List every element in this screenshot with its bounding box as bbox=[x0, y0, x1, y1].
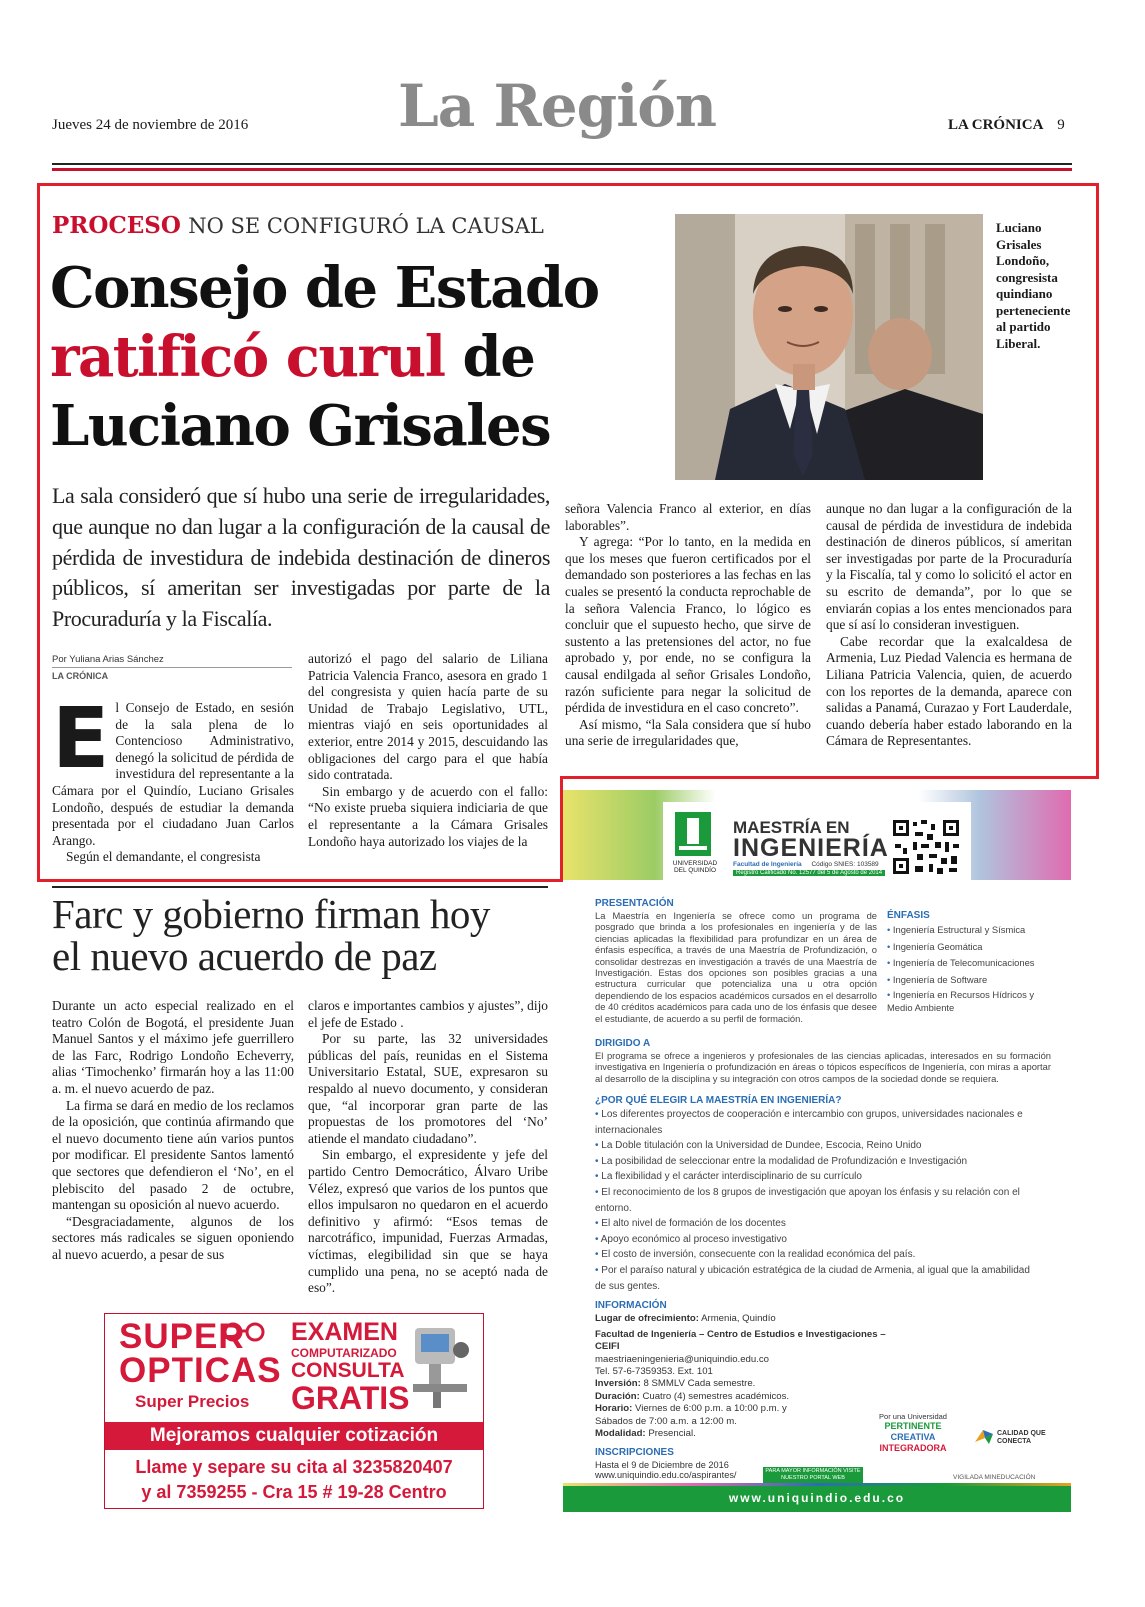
photo-luciano-grisales bbox=[675, 214, 983, 480]
uq-enfasis-item: • Ingeniería Geomática bbox=[887, 939, 1049, 956]
main-col-4 bbox=[826, 501, 1072, 750]
headline-line-2 bbox=[50, 323, 670, 392]
qr-code-icon bbox=[891, 818, 961, 880]
second-col-2 bbox=[308, 998, 548, 1297]
headline-line-3: Luciano Grisales bbox=[50, 393, 551, 459]
uq-lugar-label: Lugar de ofrecimiento: bbox=[595, 1313, 699, 1325]
uq-enfasis bbox=[887, 910, 1049, 1014]
ad-uniquindio bbox=[563, 790, 1071, 1512]
uq-lugar-value: Armenia, Quindío bbox=[701, 1313, 776, 1325]
uq-info-heading: INFORMACIÓN bbox=[595, 1300, 667, 1311]
opticas-banner bbox=[105, 1422, 483, 1450]
main-col-2 bbox=[308, 651, 548, 850]
main-headline bbox=[50, 254, 670, 461]
uq-porque-item: • El reconocimiento de los 8 grupos de investigación que apoyan los énfasis y su relación con el entorno. bbox=[595, 1185, 1035, 1216]
uq-hasta: Hasta el 9 de Diciembre de 2016 bbox=[595, 1459, 729, 1470]
headline-rest: de bbox=[444, 324, 535, 390]
main-col3-p2: Y agrega: “Por lo tanto, en la medida en que los meses que fueron certificados por el demandado son posteriores a las fechas en las cuales se presentó la conducta reprochable de la señora Valencia Franco, lo lógico es concluir que el supuesto hecho, que sirve de sustento a las pretensiones del actor, no fue aprobado y, por ende, no se configura la causal endilgada al señor Grisales Londoño, razón suficiente para negar la solicitud de pérdida de investidura en el caso concreto”. bbox=[565, 534, 811, 716]
second-headline bbox=[52, 893, 552, 977]
drop-cap: E bbox=[52, 689, 110, 787]
second-col1-p3: “Desgraciadamente, algunos de los sectores más radicales se siguen oponiendo al nuevo acuerdo, a pesar de sus bbox=[52, 1213, 294, 1262]
ad-super-opticas bbox=[104, 1313, 484, 1509]
uq-modalidad-value: Presencial. bbox=[648, 1428, 696, 1440]
main-col3-p1: señora Valencia Franco al exterior, en días laborables”. bbox=[565, 501, 811, 533]
second-col2-p1: claros e importantes cambios y ajustes”, dijo el jefe de Estado . bbox=[308, 998, 548, 1030]
uq-title-l1: MAESTRÍA EN bbox=[733, 818, 850, 837]
uq-porque-item: • La Doble titulación con la Universidad de Dundee, Escocia, Reino Unido bbox=[595, 1138, 1035, 1154]
uq-enfasis-item: • Ingeniería Estructural y Sísmica bbox=[887, 922, 1049, 939]
calidad-logo-icon bbox=[973, 1428, 995, 1450]
opticas-brand-l2: OPTICAS bbox=[119, 1351, 282, 1390]
opticas-offer bbox=[291, 1318, 410, 1414]
main-col3-p3: Así mismo, “la Sala considera que sí hubo una serie de irregularidades que, bbox=[565, 716, 811, 749]
uq-porque-item: • Por el paraíso natural y ubicación estratégica de la ciudad de Armenia, al igual que la amabilidad de sus gentes. bbox=[595, 1263, 1035, 1294]
uq-porque-item: • Apoyo económico al proceso investigativo bbox=[595, 1232, 1035, 1248]
optometry-machine-image bbox=[405, 1320, 475, 1415]
uq-inversion bbox=[595, 1378, 895, 1390]
uq-footer-strip bbox=[563, 1483, 1071, 1486]
opticas-exam: EXAMEN bbox=[291, 1318, 398, 1346]
main-col-1 bbox=[52, 689, 294, 866]
main-col1-p1: l Consejo de Estado, en sesión de la sala plena de lo Contencioso Administrativo, denegó la solicitud de pérdida de investidura del representante a la Cámara por el Quindío, Luciano Grisales Londoño, después de estudiar la demanda presentada por el ciudadano Juan Carlos Arango. bbox=[52, 700, 294, 848]
uq-faculty: Facultad de Ingeniería bbox=[733, 861, 802, 868]
uq-porque-item: • Los diferentes proyectos de cooperación e intercambio con grupos, universidades nacionales e internacionales bbox=[595, 1107, 1035, 1138]
uq-dirigido-text: El programa se ofrece a ingenieros y profesionales de las ciencias aplicadas, interesados en su formación investigativa en Ingeniería o profundización en áreas o tópicos específicos de Ingeniería, con miras a aportar al desarrollo de la disciplina y su integración con otros campos de la sociedad donde se requiera. bbox=[595, 1050, 1051, 1084]
byline: Por Yuliana Arias Sánchez bbox=[52, 654, 164, 665]
uq-registry: Registro Calificado No. 12577 del 5 de Agosto de 2014 bbox=[733, 870, 885, 876]
uq-modalidad bbox=[595, 1428, 895, 1440]
uq-inscripciones-heading: INSCRIPCIONES bbox=[595, 1447, 674, 1458]
second-headline-line-2: el nuevo acuerdo de paz bbox=[52, 933, 437, 979]
headline-red: ratificó curul bbox=[50, 324, 445, 390]
uq-slogan-1: PERTINENTE bbox=[884, 1421, 942, 1431]
opticas-call-l2: y al 7359255 - Cra 15 # 19-28 Centro bbox=[141, 1482, 447, 1502]
opticas-brand-l1: SUPER bbox=[119, 1317, 245, 1356]
kicker-text: NO SE CONFIGURÓ LA CAUSAL bbox=[188, 214, 544, 238]
second-col-1 bbox=[52, 998, 294, 1264]
uq-modalidad-label: Modalidad: bbox=[595, 1428, 646, 1440]
uq-slogan bbox=[863, 1412, 963, 1454]
uq-faculty-line bbox=[733, 861, 879, 868]
kicker bbox=[52, 212, 544, 239]
uq-vigilada: VIGILADA MINEDUCACIÓN bbox=[953, 1474, 1036, 1481]
page-number: 9 bbox=[1057, 117, 1065, 133]
header-rule-top bbox=[52, 163, 1072, 165]
second-col1-p1: Durante un acto especial realizado en el teatro Colón de Bogotá, el presidente Juan Manuel Santos y el máximo jefe guerrillero de las Farc, Rodrigo Londoño Echeverry, alias ‘Timochenko’ firmarán hoy a las 11:00 a. m. el nuevo acuerdo de paz. bbox=[52, 998, 294, 1096]
opticas-call-l1: Llame y separe su cita al 3235820407 bbox=[135, 1457, 453, 1477]
uq-lugar bbox=[595, 1313, 895, 1325]
uq-name: UNIVERSIDAD DEL QUINDÍO bbox=[672, 860, 718, 874]
uq-inversion-label: Inversión: bbox=[595, 1378, 641, 1390]
kicker-label: PROCESO bbox=[52, 212, 181, 239]
opticas-banner-text: Mejoramos cualquier cotización bbox=[149, 1425, 439, 1446]
uq-email: maestriaeningenieria@uniquindio.edu.co bbox=[595, 1353, 770, 1365]
glasses-icon bbox=[223, 1322, 265, 1347]
second-col2-p2: Por su parte, las 32 universidades públicas del país, reunidas en el Sistema Universitario Estatal, SUE, expresaron su respaldo al nuevo documento, y consideran que, “al incorporar gran parte de las propuestas de los promotores del ‘No’ atiende el mandato ciudadano”. bbox=[308, 1031, 548, 1146]
newspaper-name bbox=[948, 117, 1065, 134]
uq-dirigido-heading: DIRIGIDO A bbox=[595, 1038, 651, 1049]
paper-label: LA CRÓNICA bbox=[948, 117, 1044, 133]
uq-presentacion bbox=[595, 898, 877, 1024]
uq-snies: Código SNIES: 103589 bbox=[811, 861, 879, 868]
uq-calidad: CALIDAD QUE CONECTA bbox=[997, 1430, 1046, 1445]
highlight-frame-bottom-right bbox=[560, 776, 1099, 779]
uq-presentacion-text: La Maestría en Ingeniería se ofrece como un programa de posgrado que brinda a los profesionales en ingeniería y de las ciencias aplicadas la flexibilidad para profundizar en un área de énfasis específica, a través de una Maestría de Profundización, o consolidar destrezas en investigación a través de una Maestría de Investigación. Estas dos opciones son posibles gracias a una estructura curricular que potencializa una u otra opción dependiendo de los espacios académicos cursados en el desarrollo de 40 créditos académicos para cada uno de los énfasis que desee el estudiante, de acuerdo a su perfil de formación. bbox=[595, 910, 877, 1024]
uq-duracion-value: Cuatro (4) semestres académicos. bbox=[642, 1390, 790, 1402]
uq-duracion-label: Duración: bbox=[595, 1390, 640, 1402]
uq-porque bbox=[595, 1095, 1035, 1294]
second-headline-line-1: Farc y gobierno firman hoy bbox=[52, 891, 490, 937]
opticas-call bbox=[105, 1455, 483, 1505]
photo-caption: Luciano Grisales Londoño, congresista quindiano perteneciente al partido Liberal. bbox=[996, 220, 1071, 351]
opticas-free: GRATIS bbox=[291, 1380, 410, 1416]
opticas-computerized: COMPUTARIZADO bbox=[291, 1346, 397, 1360]
uq-mayor-info: PARA MAYOR INFORMACIÓN VISITE NUESTRO PORTAL WEB bbox=[763, 1467, 863, 1483]
byline-rule bbox=[52, 667, 292, 668]
opticas-consult: CONSULTA bbox=[291, 1359, 405, 1382]
opticas-tagline: Super Precios bbox=[135, 1392, 250, 1411]
uq-porque-heading: ¿POR QUÉ ELEGIR LA MAESTRÍA EN INGENIERÍA? bbox=[595, 1095, 842, 1106]
uq-duracion bbox=[595, 1391, 895, 1403]
lead-paragraph: La sala consideró que sí hubo una serie de irregularidades, que aunque no dan lugar a la configuración de la causal de pérdida de investidura de indebida destinación de dineros públicos, sí ameritan ser investigadas por parte de la Procuraduría y la Fiscalía. bbox=[52, 483, 550, 632]
uq-porque-item: • La posibilidad de seleccionar entre la modalidad de Profundización e Investigación bbox=[595, 1154, 1035, 1170]
main-col2-p2: Sin embargo y de acuerdo con el fallo: “No existe prueba siquiera indiciaria de que el representante a la Cámara Grisales Londoño haya autorizado los viajes de la bbox=[308, 783, 548, 849]
uq-aspirantes-link[interactable]: www.uniquindio.edu.co/aspirantes/ bbox=[595, 1470, 737, 1480]
uq-slogan-pre: Por una Universidad bbox=[879, 1412, 947, 1421]
uq-horario-label: Horario: bbox=[595, 1403, 633, 1415]
issue-date: Jueves 24 de noviembre de 2016 bbox=[52, 117, 249, 133]
uq-slogan-3: INTEGRADORA bbox=[879, 1443, 947, 1453]
uq-enfasis-heading: ÉNFASIS bbox=[887, 910, 930, 921]
uq-slogan-2: CREATIVA bbox=[890, 1432, 936, 1442]
uq-footer-url[interactable]: www.uniquindio.edu.co bbox=[728, 1491, 906, 1505]
main-col4-p2: Cabe recordar que la exalcaldesa de Armenia, Luz Piedad Valencia es hermana de Liliana Patricia Valencia, quien, de acuerdo con los reportes de la demanda, aparece con salidas a Panamá, Curazao y Fort Lauderdale, cuando debería haber estado laborando en la Cámara de Representantes. bbox=[826, 633, 1072, 749]
uq-centro: Facultad de Ingeniería – Centro de Estudios e Investigaciones – CEIFI bbox=[595, 1328, 886, 1353]
uq-info bbox=[595, 1300, 895, 1440]
uq-title-l2: INGENIERÍA bbox=[733, 834, 889, 862]
uq-presentacion-heading: PRESENTACIÓN bbox=[595, 898, 674, 909]
headline-line-1: Consejo de Estado bbox=[50, 255, 599, 321]
uq-porque-item: • El alto nivel de formación de los docentes bbox=[595, 1216, 1035, 1232]
main-col1-p2: Según el demandante, el congresista bbox=[66, 849, 261, 865]
uq-porque-item: • La flexibilidad y el carácter interdisciplinario de su currículo bbox=[595, 1169, 1035, 1185]
uq-enfasis-item: • Ingeniería en Recursos Hídricos y Medio Ambiente bbox=[887, 988, 1049, 1014]
uq-enfasis-item: • Ingeniería de Telecomunicaciones bbox=[887, 955, 1049, 972]
uq-horario bbox=[595, 1403, 795, 1428]
main-col-3 bbox=[565, 501, 811, 750]
second-col1-p2: La firma se dará en medio de los reclamos de la oposición, que continúa afirmando que el nuevo documento tiene aún varios puntos por modificar. El presidente Santos lamentó que sectores que defendieron el ‘No’, en el plebiscito del pasado 2 de octubre, mantengan su oposición al nuevo acuerdo. bbox=[52, 1097, 294, 1213]
uq-tel: Tel. 57-6-7359353. Ext. 101 bbox=[595, 1366, 713, 1378]
main-col4-p1: aunque no dan lugar a la configuración de la causal de pérdida de investidura de indebida destinación de dineros públicos, sí ameritan ser investigadas por parte de la Procuraduría y la Fiscalía, tal y como lo solicitó el actor en su escrito de demanda”, por lo que se enviarán copias a los entes mencionados para que sí así lo consideran investiguen. bbox=[826, 501, 1072, 633]
uq-horario-value: Viernes de 6:00 p.m. a 10:00 p.m. y Sábados de 7:00 a.m. a 12:00 m. bbox=[595, 1403, 787, 1427]
main-col2-p1: autorizó el pago del salario de Liliana Patricia Valencia Franco, asesora en grado 1 del congresista y quien hacía parte de su Unidad de Trabajo Legislativo, UTL, mientras viajó en seis oportunidades al exterior, entre 2014 y 2015, descuidando las obligaciones del cargo para el que había sido contratada. bbox=[308, 651, 548, 783]
section-title: La Región bbox=[398, 72, 717, 140]
second-story-rule bbox=[52, 886, 548, 888]
uq-logo bbox=[675, 812, 711, 860]
uq-dirigido bbox=[595, 1038, 1051, 1084]
uq-inversion-value: 8 SMMLV Cada semestre. bbox=[643, 1378, 756, 1390]
header-rule-red bbox=[52, 168, 1072, 171]
second-col2-p3: Sin embargo, el expresidente y jefe del partido Centro Democrático, Álvaro Uribe Vélez, expresó que varios de los puntos que ellos impulsaron no quedaron en el acuerdo definitivo y afirmó: “Esos temas de narcotráfico, impunidad, Fuerzas Armadas, víctimas, elegibilidad sin que se haya cumplido una pena, no se aceptó nada de eso”. bbox=[308, 1147, 548, 1296]
uq-enfasis-item: • Ingeniería de Software bbox=[887, 972, 1049, 989]
uq-porque-item: • El costo de inversión, consecuente con la realidad económica del país. bbox=[595, 1247, 1035, 1263]
byline-source: LA CRÓNICA bbox=[52, 671, 109, 681]
